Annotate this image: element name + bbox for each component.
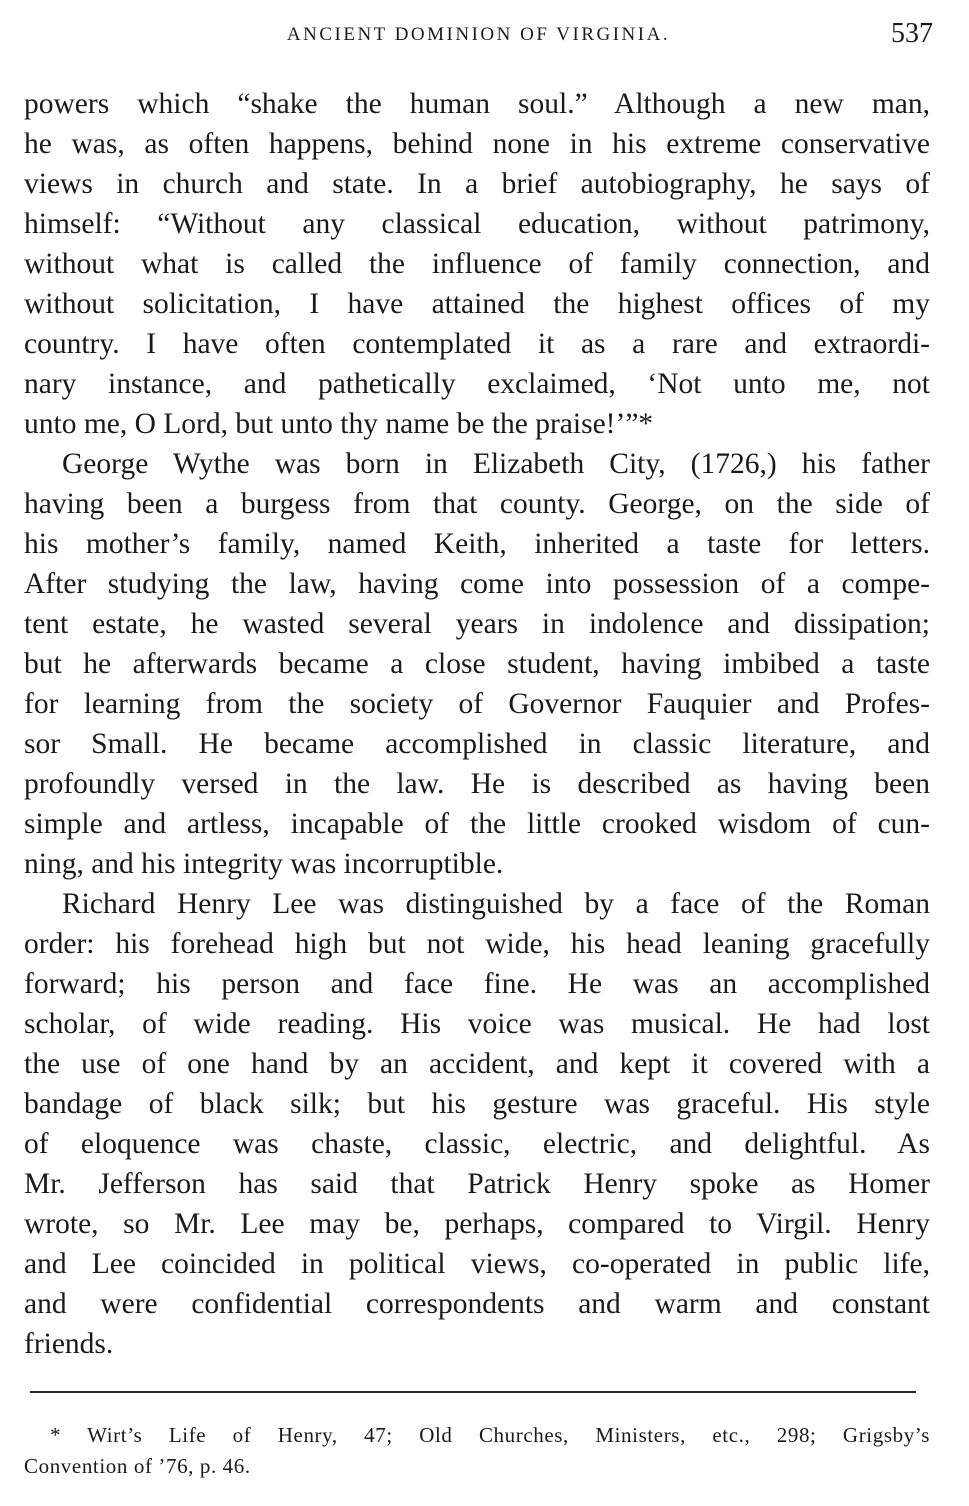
text-line: unto me, O Lord, but unto thy name be the praise!’”* <box>24 408 654 440</box>
text-line: friends. <box>24 1328 114 1360</box>
text-line: but he afterwards became a close student, having imbibed a taste <box>24 648 930 680</box>
text-line: for learning from the society of Governor Fauquier and Profes- <box>24 688 930 720</box>
text-line: scholar, of wide reading. His voice was musical. He had lost <box>24 1008 930 1040</box>
text-line: powers which “shake the human soul.” Although a new man, <box>24 88 930 120</box>
text-line: simple and artless, incapable of the little crooked wisdom of cun- <box>24 808 930 840</box>
text-line: and Lee coincided in political views, co-operated in public life, <box>24 1248 930 1280</box>
footnote-line: * Wirt’s Life of Henry, 47; Old Churches, Ministers, etc., 298; Grigsby’s <box>50 1423 930 1447</box>
text-line: without solicitation, I have attained the highest offices of my <box>24 288 930 320</box>
text-line: After studying the law, having come into possession of a compe- <box>24 568 930 600</box>
text-line: George Wythe was born in Elizabeth City, (1726,) his father <box>62 448 930 480</box>
text-line: nary instance, and pathetically exclaimed, ‘Not unto me, not <box>24 368 930 400</box>
text-line: sor Small. He became accomplished in classic literature, and <box>24 728 930 760</box>
text-line: forward; his person and face fine. He was an accomplished <box>24 968 930 1000</box>
text-line: order: his forehead high but not wide, his head leaning gracefully <box>24 928 930 960</box>
running-head <box>24 18 933 52</box>
text-line: his mother’s family, named Keith, inherited a taste for letters. <box>24 528 930 560</box>
text-line: himself: “Without any classical education, without patrimony, <box>24 208 930 240</box>
text-line: without what is called the influence of family connection, and <box>24 248 930 280</box>
text-line: and were confidential correspondents and warm and constant <box>24 1288 930 1320</box>
footnote <box>24 1420 930 1482</box>
text-line: ning, and his integrity was incorruptible. <box>24 848 504 880</box>
text-line: Mr. Jefferson has said that Patrick Henry spoke as Homer <box>24 1168 930 1200</box>
text-line: profoundly versed in the law. He is described as having been <box>24 768 930 800</box>
body-text <box>24 84 930 1364</box>
text-line: he was, as often happens, behind none in his extreme conservative <box>24 128 930 160</box>
text-line: of eloquence was chaste, classic, electric, and delightful. As <box>24 1128 930 1160</box>
running-title: ANCIENT DOMINION OF VIRGINIA. <box>286 24 671 45</box>
text-line: bandage of black silk; but his gesture was graceful. His style <box>24 1088 930 1120</box>
text-line: country. I have often contemplated it as a rare and extraordi- <box>24 328 930 360</box>
text-line: having been a burgess from that county. George, on the side of <box>24 488 930 520</box>
text-line: wrote, so Mr. Lee may be, perhaps, compared to Virgil. Henry <box>24 1208 930 1240</box>
text-line: Richard Henry Lee was distinguished by a face of the Roman <box>62 888 930 920</box>
footnote-line: Convention of ’76, p. 46. <box>24 1454 251 1478</box>
page-number: 537 <box>891 18 933 49</box>
text-line: views in church and state. In a brief autobiography, he says of <box>24 168 930 200</box>
text-line: the use of one hand by an accident, and kept it covered with a <box>24 1048 930 1080</box>
footnote-rule <box>30 1391 916 1393</box>
text-line: tent estate, he wasted several years in indolence and dissipation; <box>24 608 930 640</box>
